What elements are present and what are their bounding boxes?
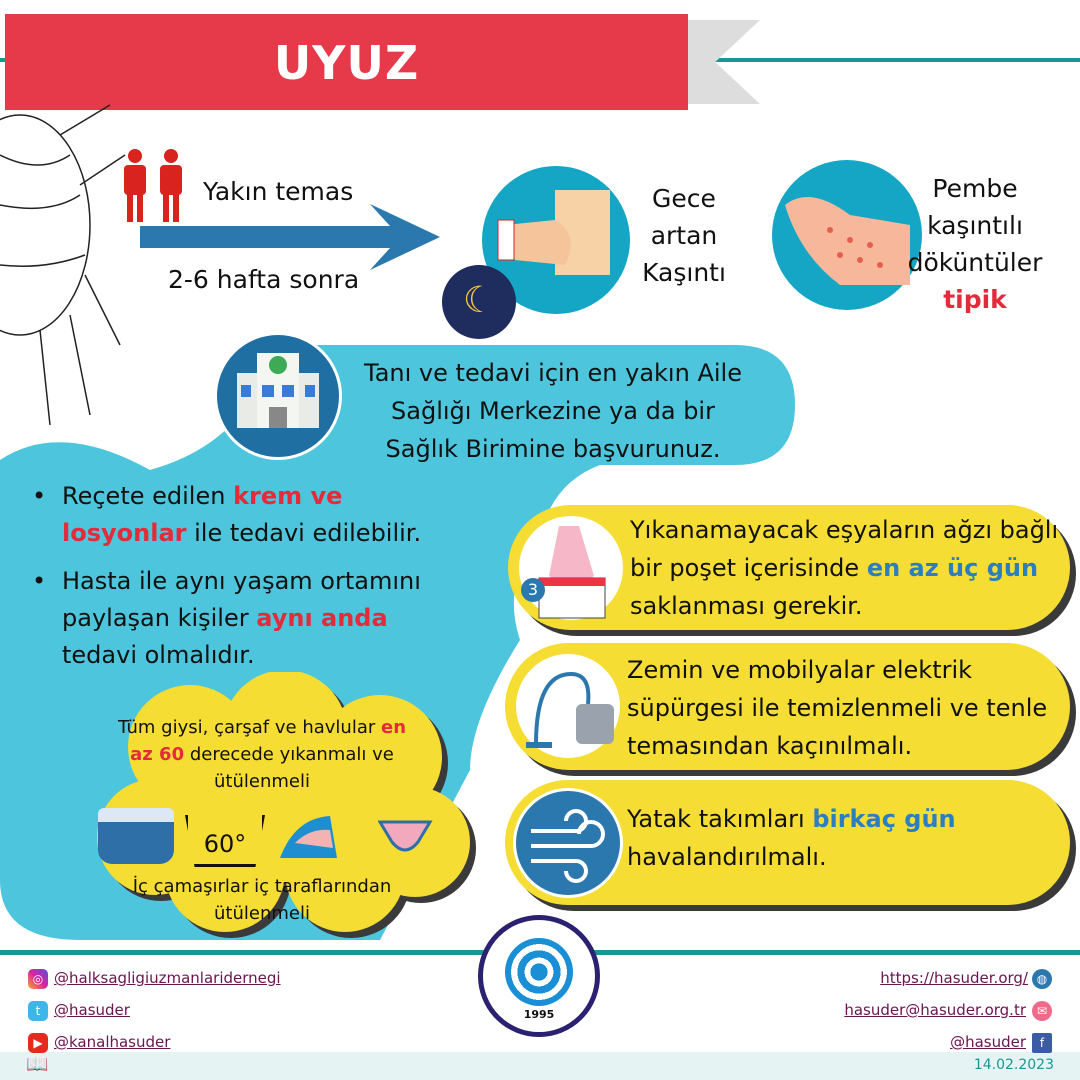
twitter-link[interactable]: @hasuder: [54, 1001, 130, 1019]
tip-card-bag: [508, 505, 1070, 630]
instagram-link[interactable]: @halksagligiuzmanlaridernegi: [54, 969, 281, 987]
scratching-hand-icon: [495, 185, 620, 285]
rash-text: [905, 170, 1045, 318]
rash-foot-icon: [780, 185, 920, 290]
website-link[interactable]: https://hasuder.org/: [880, 969, 1028, 987]
tip-card-vacuum: [505, 643, 1070, 770]
tip-text: Yatak takımları birkaç gün havalandırılmalı.: [627, 805, 956, 871]
rash-line: kaşıntılı: [927, 211, 1023, 240]
youtube-icon: ▶: [28, 1033, 48, 1053]
instagram-icon: ◎: [28, 969, 48, 989]
wind-icon: [513, 788, 623, 898]
calendar-number: 3: [521, 578, 545, 602]
footer-left: [28, 962, 281, 1058]
footer-right: [844, 962, 1052, 1058]
tip-text: Yıkanamayacak eşyaların ağzı bağlı bir poşet içerisinde en az üç gün saklanması gerekir.: [630, 516, 1059, 620]
transmission-label: Yakın temas: [203, 177, 354, 206]
facebook-icon: f: [1032, 1033, 1052, 1053]
diagnosis-line: Tanı ve tedavi için en yakın Aile: [364, 359, 742, 387]
date-label: 14.02.2023: [973, 1057, 1054, 1073]
transmission-duration: 2-6 hafta sonra: [168, 265, 360, 294]
diagnosis-line: Sağlık Birimine başvurunuz.: [385, 435, 721, 463]
rash-emphasis: tipik: [943, 285, 1007, 314]
bag-calendar-icon: [516, 513, 626, 623]
diagnosis-text: [330, 354, 776, 468]
underwear-note: İç çamaşırlar iç taraflarından ütülenmeli: [132, 876, 392, 924]
itch-line: Gece: [652, 184, 716, 213]
treatment-bullets: [30, 478, 450, 674]
twitter-icon: t: [28, 1001, 48, 1021]
globe-icon: ◍: [1032, 969, 1052, 989]
itch-text: [628, 180, 740, 291]
facebook-link[interactable]: @hasuder: [950, 1033, 1026, 1051]
moon-icon: ☾: [442, 265, 516, 339]
hospital-icon: [214, 332, 342, 460]
page-title: UYUZ: [273, 36, 420, 90]
bullet-item: • Hasta ile aynı yaşam ortamını paylaşan kişiler aynı anda tedavi olmalıdır.: [32, 567, 421, 669]
rash-line: döküntüler: [907, 248, 1043, 277]
rash-line: Pembe: [932, 174, 1018, 203]
email-icon: ✉: [1032, 1001, 1052, 1021]
iron-icon: [275, 808, 355, 864]
association-logo: [478, 915, 600, 1037]
itch-line: Kaşıntı: [642, 258, 726, 287]
youtube-link[interactable]: @kanalhasuder: [54, 1033, 171, 1051]
tip-text: Zemin ve mobilyalar elektrik süpürgesi ile temizlenmeli ve tenle temasından kaçınılmalı.: [627, 656, 1048, 760]
tip-card-air: [505, 780, 1070, 905]
laundry-basket-icon: [98, 808, 174, 864]
bullet-item: • Reçete edilen krem ve losyonlar ile tedavi edilebilir.: [32, 482, 422, 547]
email-link[interactable]: hasuder@hasuder.org.tr: [844, 1001, 1026, 1019]
logo-year: 1995: [523, 1008, 555, 1021]
wash-temperature: 60°: [203, 830, 247, 858]
laundry-text: Tüm giysi, çarşaf ve havlular en az 60 derecede yıkanmalı ve ütülenmeli: [117, 717, 407, 792]
underwear-icon: [378, 818, 433, 858]
diagnosis-line: Sağlığı Merkezine ya da bir: [391, 397, 715, 425]
book-icon: 📖: [26, 1054, 49, 1075]
vacuum-cleaner-icon: [513, 651, 623, 761]
itch-line: artan: [650, 221, 718, 250]
